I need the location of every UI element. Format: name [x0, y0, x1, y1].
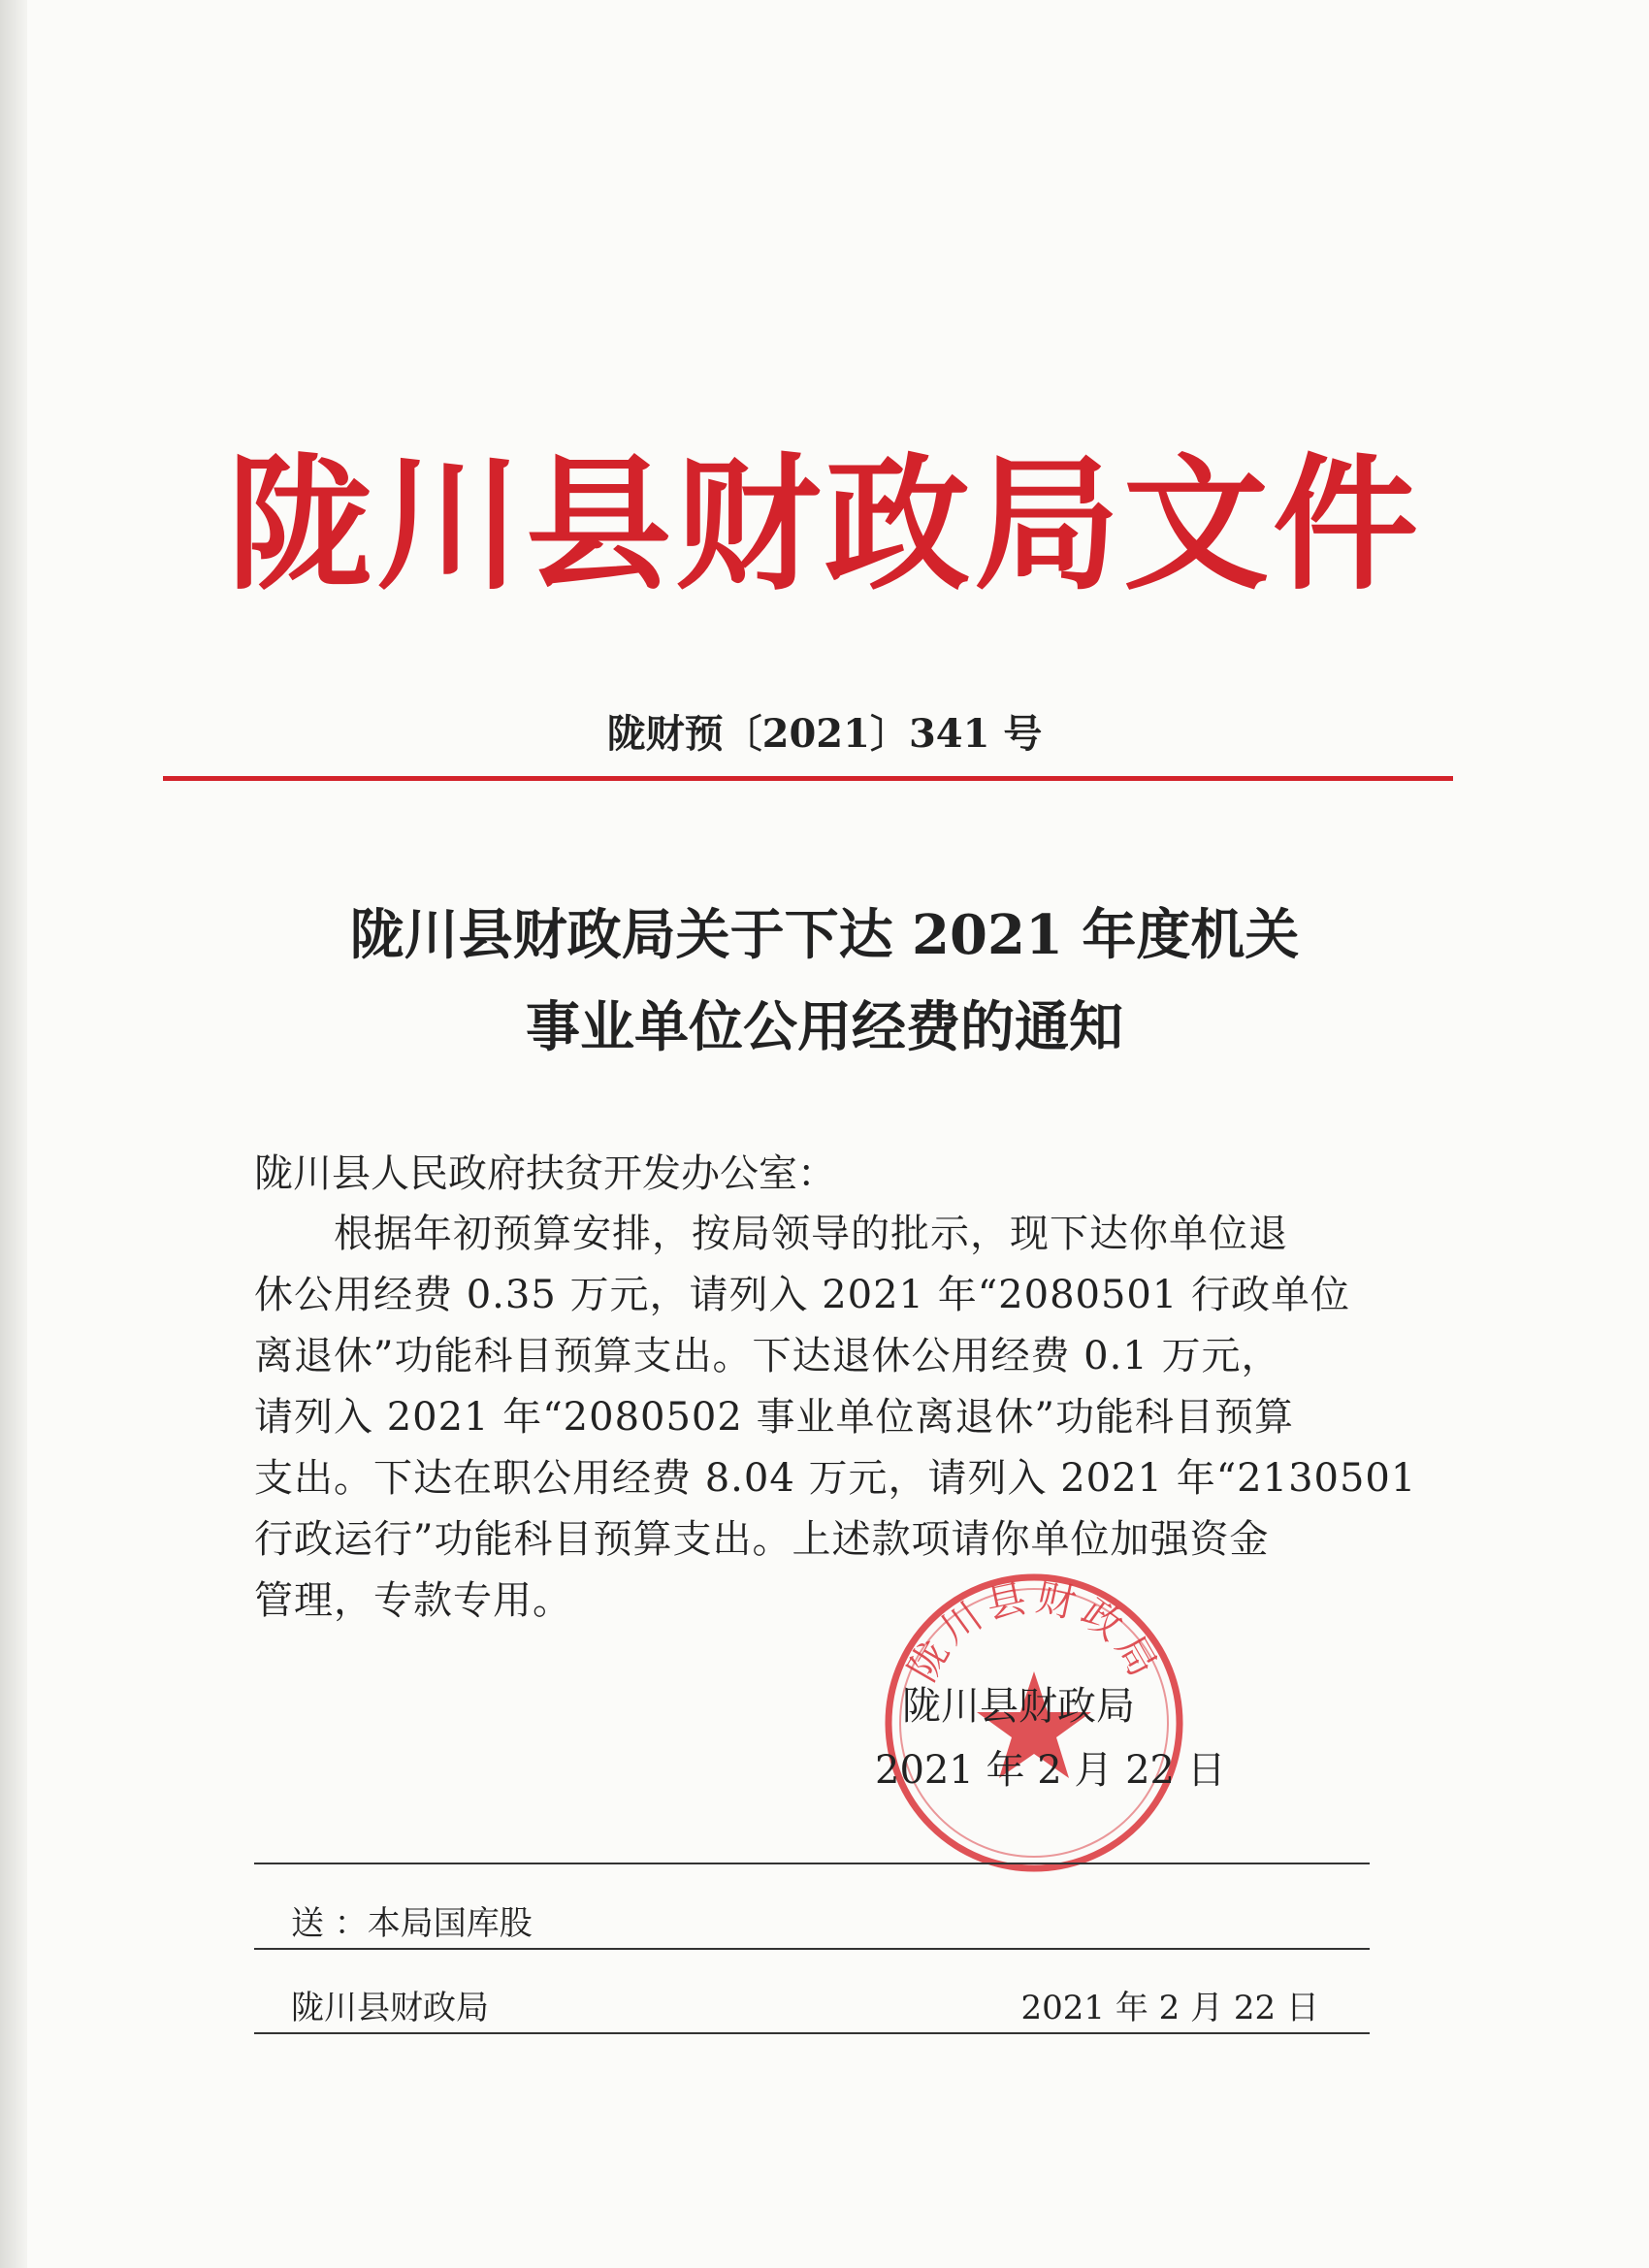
footer-organization: 陇川县财政局 — [291, 1989, 489, 2027]
body-line: 管理，专款专用。 — [254, 1578, 572, 1623]
body-line: 行政运行”功能科目预算支出。上述款项请你单位加强资金 — [254, 1517, 1270, 1562]
body-line: 请列入 2021 年“2080502 事业单位离退休”功能科目预算 — [254, 1395, 1294, 1440]
notice-title-line-1: 陇川县财政局关于下达 2021 年度机关 — [349, 903, 1300, 967]
document-number: 陇财预〔2021〕341 号 — [606, 711, 1043, 757]
signature-date: 2021 年 2 月 22 日 — [875, 1748, 1226, 1793]
footer-date: 2021 年 2 月 22 日 — [1020, 1989, 1319, 2027]
footer-rule-bottom — [254, 2032, 1370, 2034]
scan-edge — [0, 0, 27, 2268]
seal-text: 陇川县财政局 — [900, 1574, 1168, 1690]
copy-to-line: 送 ：本局国库股 — [291, 1904, 533, 1943]
notice-title-line-2: 事业单位公用经费的通知 — [526, 995, 1123, 1059]
body-line: 支出。下达在职公用经费 8.04 万元，请列入 2021 年“2130501 — [254, 1456, 1417, 1501]
footer-rule-middle — [254, 1948, 1370, 1950]
body-line: 离退休”功能科目预算支出。下达退休公用经费 0.1 万元， — [254, 1334, 1281, 1378]
body-line: 根据年初预算安排，按局领导的批示，现下达你单位退 — [254, 1212, 1288, 1256]
document-header-title: 陇川县财政局文件 — [226, 439, 1422, 610]
red-divider — [163, 776, 1453, 781]
signature-organization: 陇川县财政局 — [902, 1684, 1135, 1729]
body-line: 休公用经费 0.35 万元，请列入 2021 年“2080501 行政单位 — [254, 1273, 1351, 1317]
salutation: 陇川县人民政府扶贫开发办公室： — [254, 1151, 836, 1196]
footer-rule-top — [254, 1863, 1370, 1864]
